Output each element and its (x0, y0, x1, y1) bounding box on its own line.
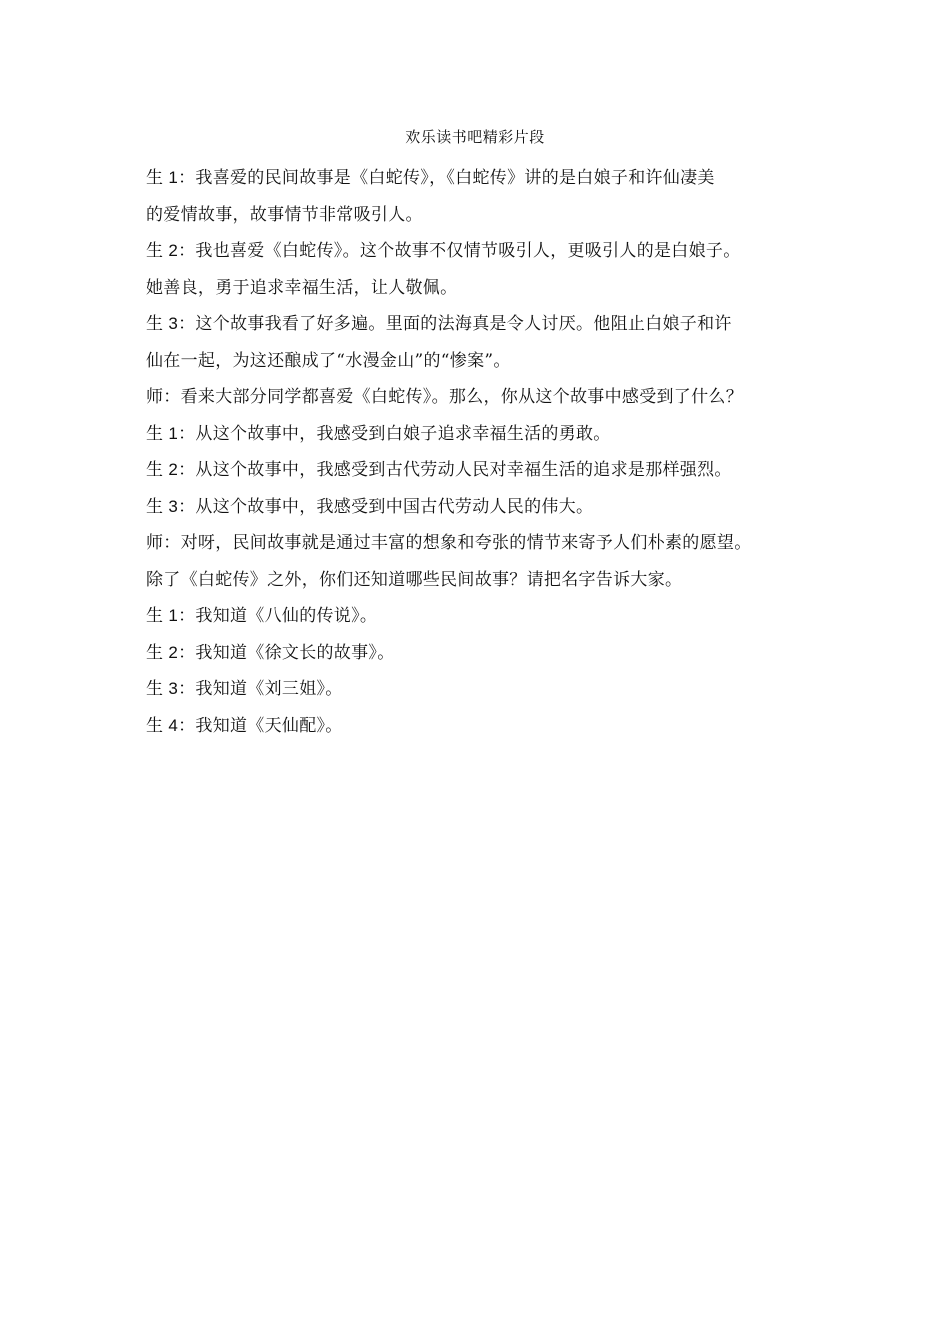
dialogue-text: 从这个故事中，我感受到古代劳动人民对幸福生活的追求是那样强烈。 (195, 460, 732, 480)
dialogue-paragraph (146, 379, 826, 416)
paragraph-line: 的爱情故事，故事情节非常吸引人。 (146, 204, 423, 225)
paragraph-line (146, 452, 826, 489)
dialogue-text: 我知道《徐文长的故事》。 (195, 642, 395, 663)
dialogue-paragraph (146, 598, 826, 635)
dialogue-paragraph (146, 525, 826, 598)
dialogue-text: 从这个故事中，我感受到白娘子追求幸福生活的勇敢。 (195, 423, 611, 444)
document-title: 欢乐读书吧精彩片段 (405, 128, 545, 146)
paragraph-line: 她善良，勇于追求幸福生活，让人敬佩。 (146, 277, 458, 298)
dialogue-text: 这个故事我看了好多遍。里面的法海真是令人讨厌。他阻止白娘子和许 (195, 314, 732, 334)
speaker-label: 生 3： (146, 314, 196, 333)
dialogue-text: 我喜爱的民间故事是《白蛇传》，《白蛇传》讲的是白娘子和许仙凄美 (195, 168, 715, 188)
speaker-label: 生 4： (146, 715, 196, 735)
speaker-label: 师： (146, 533, 181, 552)
paragraph-line (146, 708, 826, 745)
paragraph-line (146, 489, 826, 526)
speaker-label: 生 2： (146, 642, 196, 662)
paragraph-line: 除了《白蛇传》之外，你们还知道哪些民间故事？请把名字告诉大家。 (146, 569, 683, 590)
paragraph-line (146, 635, 826, 672)
dialogue-paragraph (146, 452, 826, 489)
paragraph-line (146, 233, 826, 270)
speaker-label: 生 2： (146, 460, 196, 479)
paragraph-line: 仙在一起，为这还酿成了“水漫金山”的“惨案”。 (146, 350, 511, 371)
speaker-label: 生 1： (146, 168, 196, 187)
dialogue-text: 对呀，民间故事就是通过丰富的想象和夸张的情节来寄予人们朴素的愿望。 (180, 533, 752, 553)
dialogue-text: 我知道《刘三姐》。 (195, 679, 343, 699)
dialogue-paragraph (146, 671, 826, 708)
paragraph-line (146, 671, 826, 708)
dialogue-text: 看来大部分同学都喜爱《白蛇传》。那么，你从这个故事中感受到了什么？ (180, 387, 744, 407)
dialogue-paragraph (146, 416, 826, 453)
dialogue-paragraph (146, 708, 826, 745)
speaker-label: 师： (146, 387, 181, 406)
speaker-label: 生 1： (146, 423, 196, 443)
dialogue-paragraph (146, 635, 826, 672)
paragraph-line (146, 306, 826, 343)
dialogue-paragraph (146, 160, 826, 233)
paragraph-line (146, 598, 826, 635)
dialogue-text: 我知道《天仙配》。 (195, 715, 343, 736)
paragraph-line (146, 160, 826, 197)
paragraph-line (146, 416, 826, 453)
dialogue-text: 我知道《八仙的传说》。 (195, 606, 378, 626)
dialogue-text: 我也喜爱《白蛇传》。这个故事不仅情节吸引人，更吸引人的是白娘子。 (195, 241, 741, 261)
speaker-label: 生 3： (146, 679, 196, 698)
dialogue-paragraph (146, 306, 826, 379)
speaker-label: 生 3： (146, 496, 196, 516)
document-body (146, 160, 826, 744)
paragraph-line (146, 525, 826, 562)
paragraph-line (146, 379, 826, 416)
speaker-label: 生 1： (146, 606, 196, 625)
dialogue-paragraph (146, 489, 826, 526)
dialogue-paragraph (146, 233, 826, 306)
dialogue-text: 从这个故事中，我感受到中国古代劳动人民的伟大。 (195, 496, 594, 517)
speaker-label: 生 2： (146, 241, 196, 260)
